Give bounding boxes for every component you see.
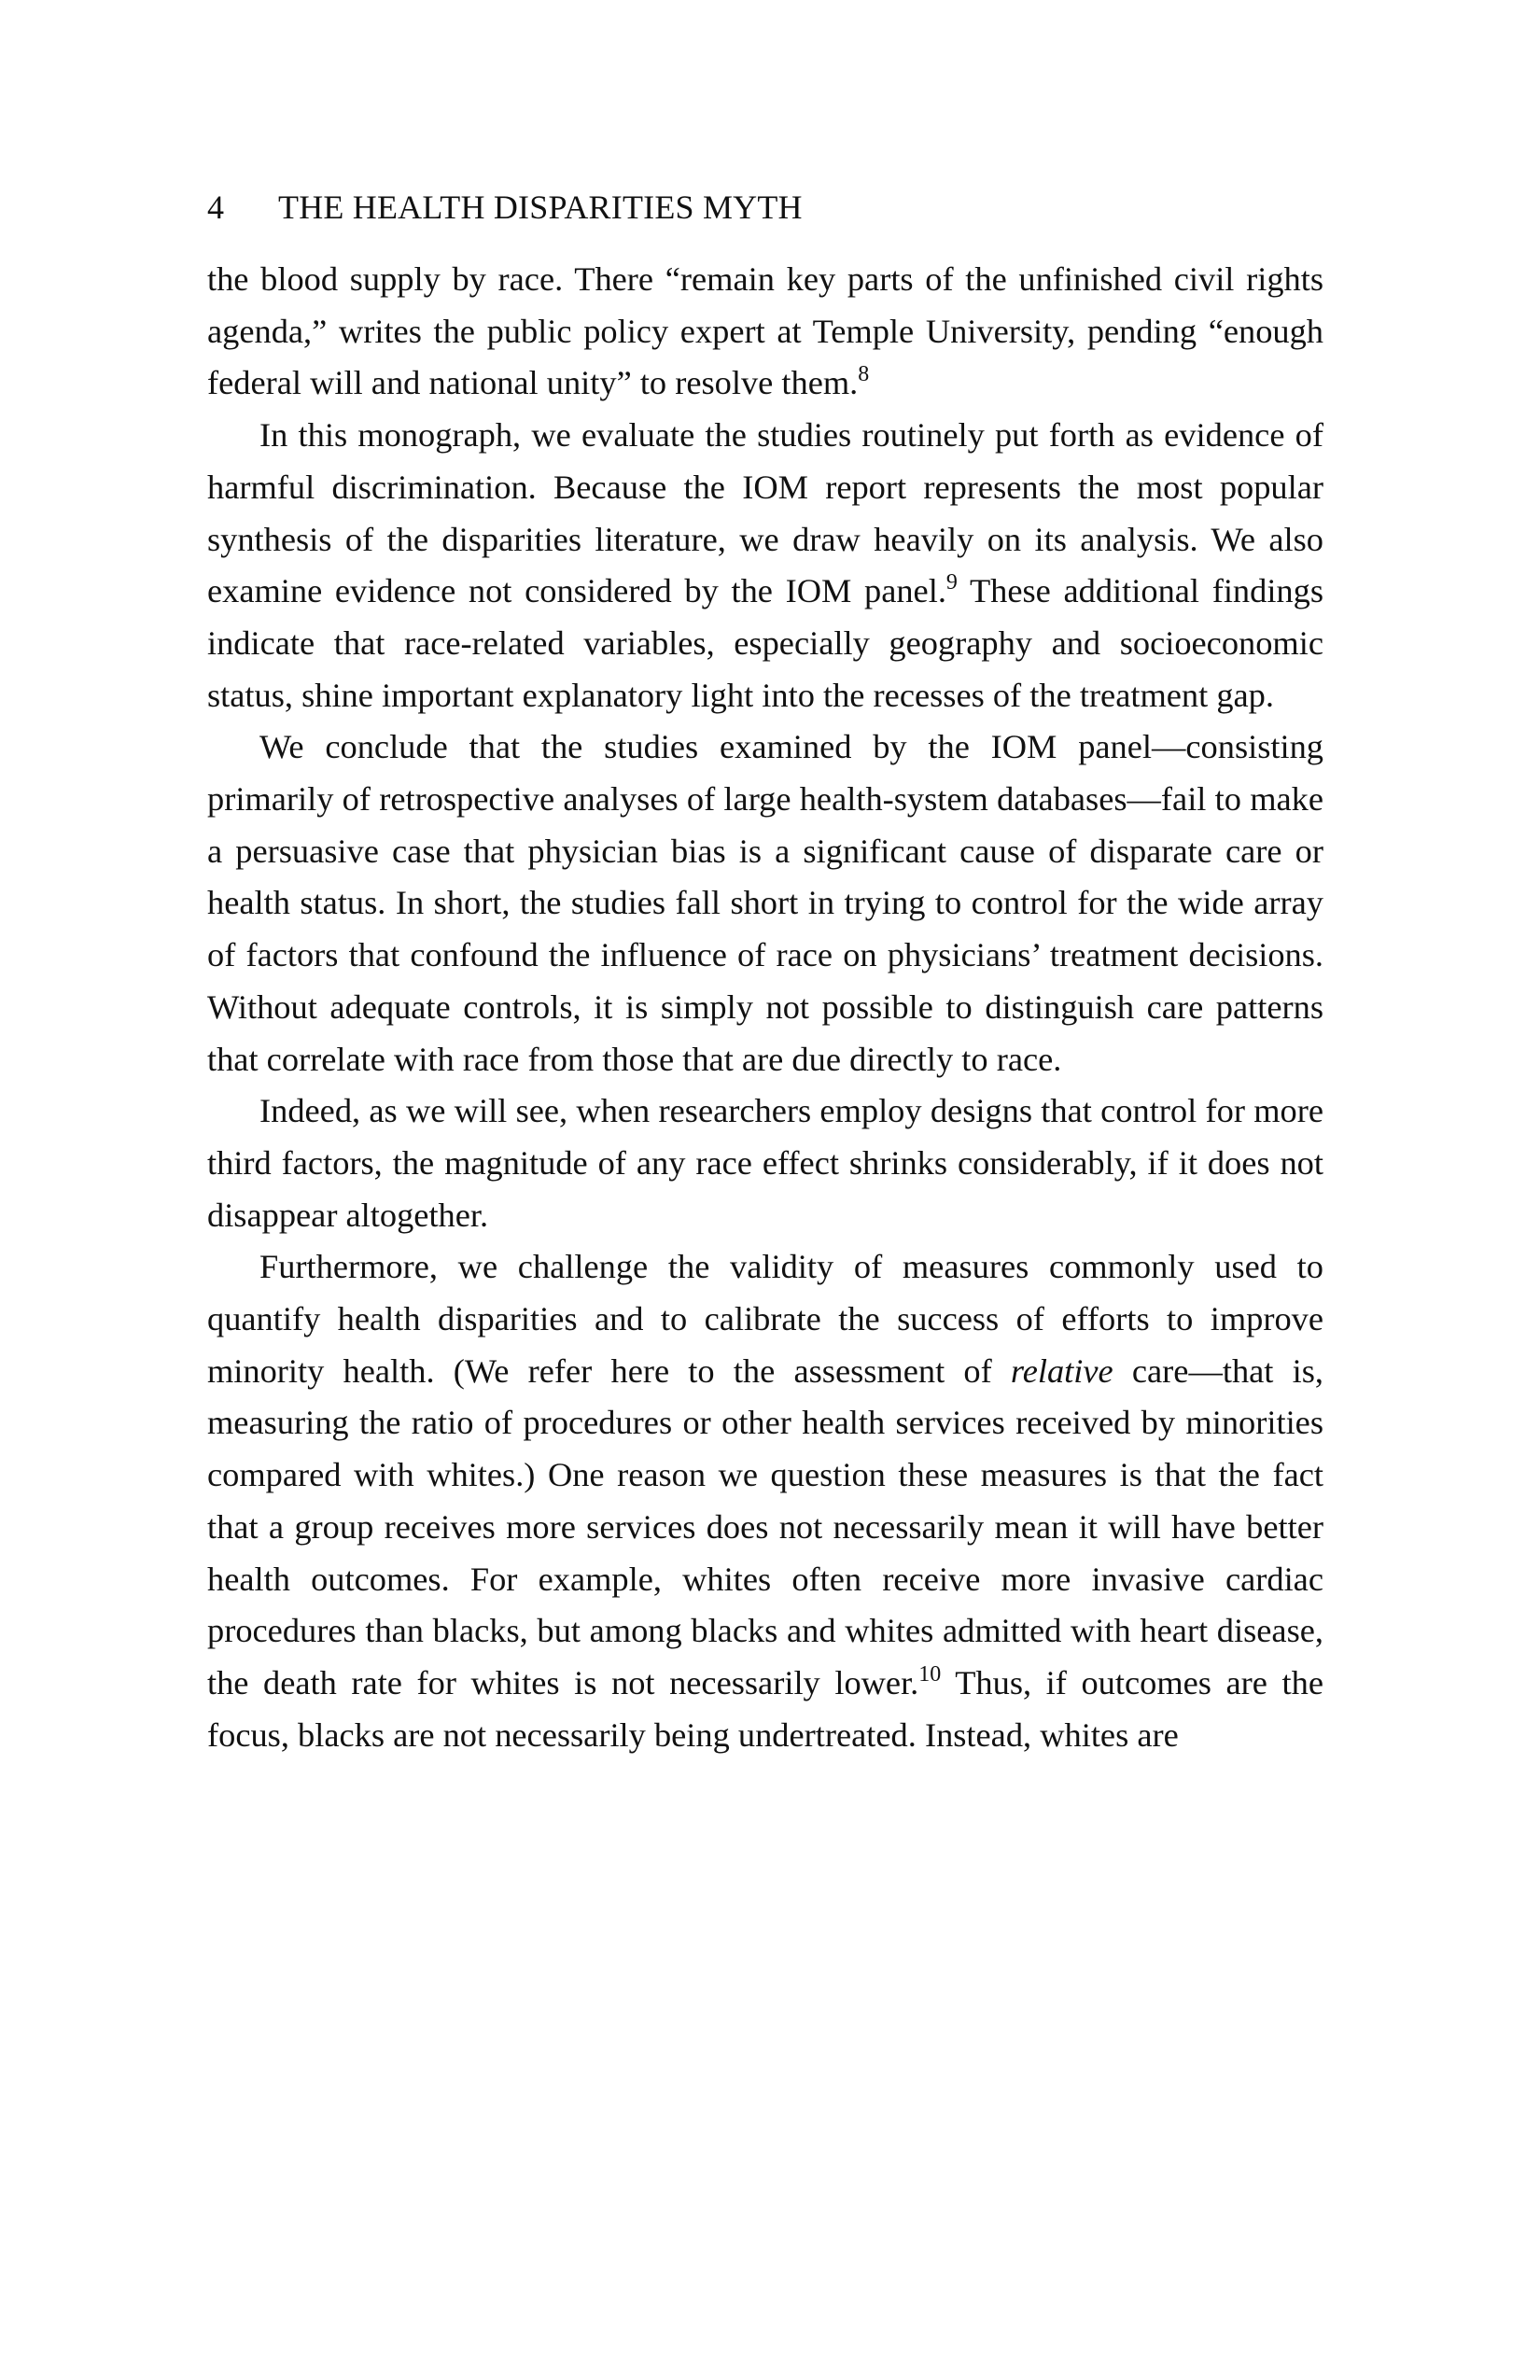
paragraph-2-text-a: In this monograph, we evaluate the studies routinely put forth as evidence of harmful discrimination. Because the IOM report represents the most popular synthesis of the disparities literature, we draw heavily on its analysis. We also examine evidence not considered by the IOM panel. xyxy=(207,416,1323,610)
paragraph-1 xyxy=(207,254,1323,410)
footnote-ref-9: 9 xyxy=(945,570,958,595)
running-title: THE HEALTH DISPARITIES MYTH xyxy=(278,189,803,226)
body-text xyxy=(207,254,1323,1761)
paragraph-5-text-b: care—that is, measuring the ratio of procedures or other health services received by minorities compared with whites.) One reason we question these measures is that the fact that a group receives more services does not necessarily mean it will have better health outcomes. For example, whites often receive more invasive cardiac procedures than blacks, but among blacks and whites admitted with heart disease, the death rate for whites is not necessarily lower. xyxy=(207,1351,1323,1701)
paragraph-3: We conclude that the studies examined by the IOM panel—consisting primarily of retrospective analyses of large health-system databases—fail to make a persuasive case that physician bias is a significant cause of disparate care or health status. In short, the studies fall short in trying to control for the wide array of factors that confound the influence of race on physicians’ treatment decisions. Without adequate controls, it is simply not possible to distinguish care patterns that correlate with race from those that are due directly to race. xyxy=(207,728,1323,1078)
footnote-ref-8: 8 xyxy=(858,362,870,387)
page-number: 4 xyxy=(207,189,225,226)
running-head xyxy=(207,185,803,230)
paragraph-2 xyxy=(207,410,1323,721)
paragraph-5 xyxy=(207,1241,1323,1761)
paragraph-5-text-c: Thus, if outcomes are the focus, blacks are not necessarily being undertreated. Instead, whites are xyxy=(207,1663,1323,1754)
paragraph-2-text-b: These additional findings indicate that race-related variables, especially geography and socioeconomic status, shine important explanatory light into the recesses of the treatment gap. xyxy=(207,572,1323,714)
paragraph-1-text: the blood supply by race. There “remain key parts of the unfinished civil rights agenda,” writes the public policy expert at Temple University, pending “enough federal will and national unity” to resolve them. xyxy=(207,260,1323,402)
italic-relative: relative xyxy=(1010,1351,1113,1390)
footnote-ref-10: 10 xyxy=(918,1661,942,1687)
paragraph-5-text-a: Furthermore, we challenge the validity of measures commonly used to quantify health disparities and to calibrate the success of efforts to improve minority health. (We refer here to the assessment of xyxy=(207,1248,1323,1390)
paragraph-4: Indeed, as we will see, when researchers employ designs that control for more third factors, the magnitude of any race effect shrinks considerably, if it does not disappear altogether. xyxy=(207,1092,1323,1234)
